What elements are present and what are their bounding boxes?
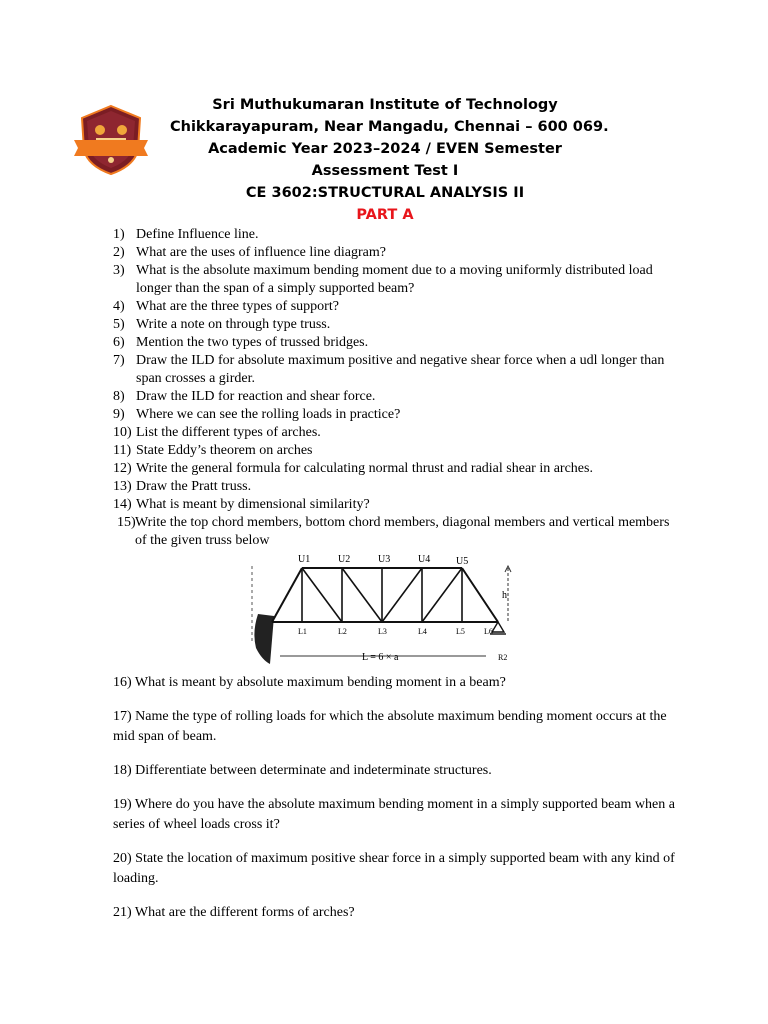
truss-label-L3: L3: [378, 627, 387, 636]
question-number: 14): [113, 497, 132, 512]
later-question-list: [113, 673, 683, 937]
question-item: [113, 424, 683, 442]
institute-logo-shield-icon: [74, 104, 148, 176]
truss-label-U2: U2: [338, 554, 351, 565]
question-item: 21) What are the different forms of arches?: [113, 905, 355, 920]
truss-diagram: [250, 544, 518, 670]
question-number: 6): [113, 335, 125, 350]
truss-label-U5: U5: [456, 556, 469, 567]
question-text: State Eddy’s theorem on arches: [136, 443, 313, 458]
question-text: Where we can see the rolling loads in practice?: [136, 407, 401, 422]
institute-name: Sri Muthukumaran Institute of Technology: [212, 97, 558, 113]
question-number: 9): [113, 407, 125, 422]
question-number: 8): [113, 389, 125, 404]
question-item: [113, 442, 683, 460]
question-item: [113, 496, 683, 514]
question-text: Mention the two types of trussed bridges.: [136, 335, 369, 350]
question-number: 13): [113, 479, 132, 494]
question-item: 16) What is meant by absolute maximum bending moment in a beam?: [113, 675, 506, 690]
truss-label-U4: U4: [418, 554, 431, 565]
document-header: [170, 94, 609, 226]
question-number: 2): [113, 245, 125, 260]
question-number: 12): [113, 461, 132, 476]
question-item: [113, 478, 683, 496]
course-title: CE 3602:STRUCTURAL ANALYSIS II: [245, 185, 525, 201]
truss-label-L1: L1: [298, 627, 307, 636]
question-item: [113, 388, 683, 406]
question-number: 11): [113, 443, 132, 458]
question-item: [113, 244, 683, 262]
question-text: What is meant by dimensional similarity?: [136, 497, 370, 512]
institute-address: Chikkarayapuram, Near Mangadu, Chennai – 600 069.: [170, 119, 609, 135]
question-item: 20) State the location of maximum positive shear force in a simply supported beam with any kind of loading.: [113, 851, 675, 886]
truss-label-L5: L5: [456, 627, 465, 636]
question-item: 17) Name the type of rolling loads for which the absolute maximum bending moment occurs at the mid span of beam.: [113, 709, 667, 744]
question-text: Write a note on through type truss.: [136, 317, 331, 332]
test-title: Assessment Test I: [311, 163, 459, 179]
question-item: [113, 352, 683, 388]
question-number: 10): [113, 425, 132, 440]
question-item: [113, 406, 683, 424]
question-item: [113, 334, 683, 352]
question-text: What is the absolute maximum bending moment due to a moving uniformly distributed load longer than the span of a simply supported beam?: [136, 263, 653, 296]
truss-label-L4: L4: [418, 627, 427, 636]
question-number: 1): [113, 227, 125, 242]
question-number: 5): [113, 317, 125, 332]
question-text: Draw the Pratt truss.: [136, 479, 252, 494]
question-text: Draw the ILD for absolute maximum positive and negative shear force when a udl longer than span crosses a girder.: [136, 353, 665, 386]
question-item: [113, 298, 683, 316]
part-heading: PART A: [356, 207, 414, 223]
question-text: Write the top chord members, bottom chord members, diagonal members and vertical members of the given truss below: [135, 515, 670, 548]
question-text: Define Influence line.: [136, 227, 259, 242]
question-list: [113, 226, 683, 550]
question-text: What are the three types of support?: [136, 299, 339, 314]
truss-label-U1: U1: [298, 554, 311, 565]
question-item: 19) Where do you have the absolute maximum bending moment in a simply supported beam when a series of wheel loads cross it?: [113, 797, 675, 832]
truss-reaction-label: R2: [498, 653, 508, 662]
question-text: List the different types of arches.: [136, 425, 321, 440]
question-item: 18) Differentiate between determinate and indeterminate structures.: [113, 763, 492, 778]
question-number: 4): [113, 299, 125, 314]
academic-year: Academic Year 2023–2024 / EVEN Semester: [208, 141, 562, 157]
question-item: [113, 316, 683, 334]
question-number: 3): [113, 263, 125, 278]
question-item: [113, 262, 683, 298]
truss-span-label: L = 6 × a: [362, 652, 399, 663]
question-number: 15): [117, 515, 136, 530]
question-text: Write the general formula for calculating normal thrust and radial shear in arches.: [136, 461, 593, 476]
truss-height-label: h: [502, 590, 507, 601]
truss-label-L2: L2: [338, 627, 347, 636]
question-item: [113, 460, 683, 478]
truss-label-L6: L6: [484, 627, 493, 636]
question-item: [113, 226, 683, 244]
question-number: 7): [113, 353, 125, 368]
left-support-icon: [252, 566, 274, 664]
question-text: Draw the ILD for reaction and shear force.: [136, 389, 376, 404]
truss-label-U3: U3: [378, 554, 391, 565]
question-text: What are the uses of influence line diagram?: [136, 245, 386, 260]
